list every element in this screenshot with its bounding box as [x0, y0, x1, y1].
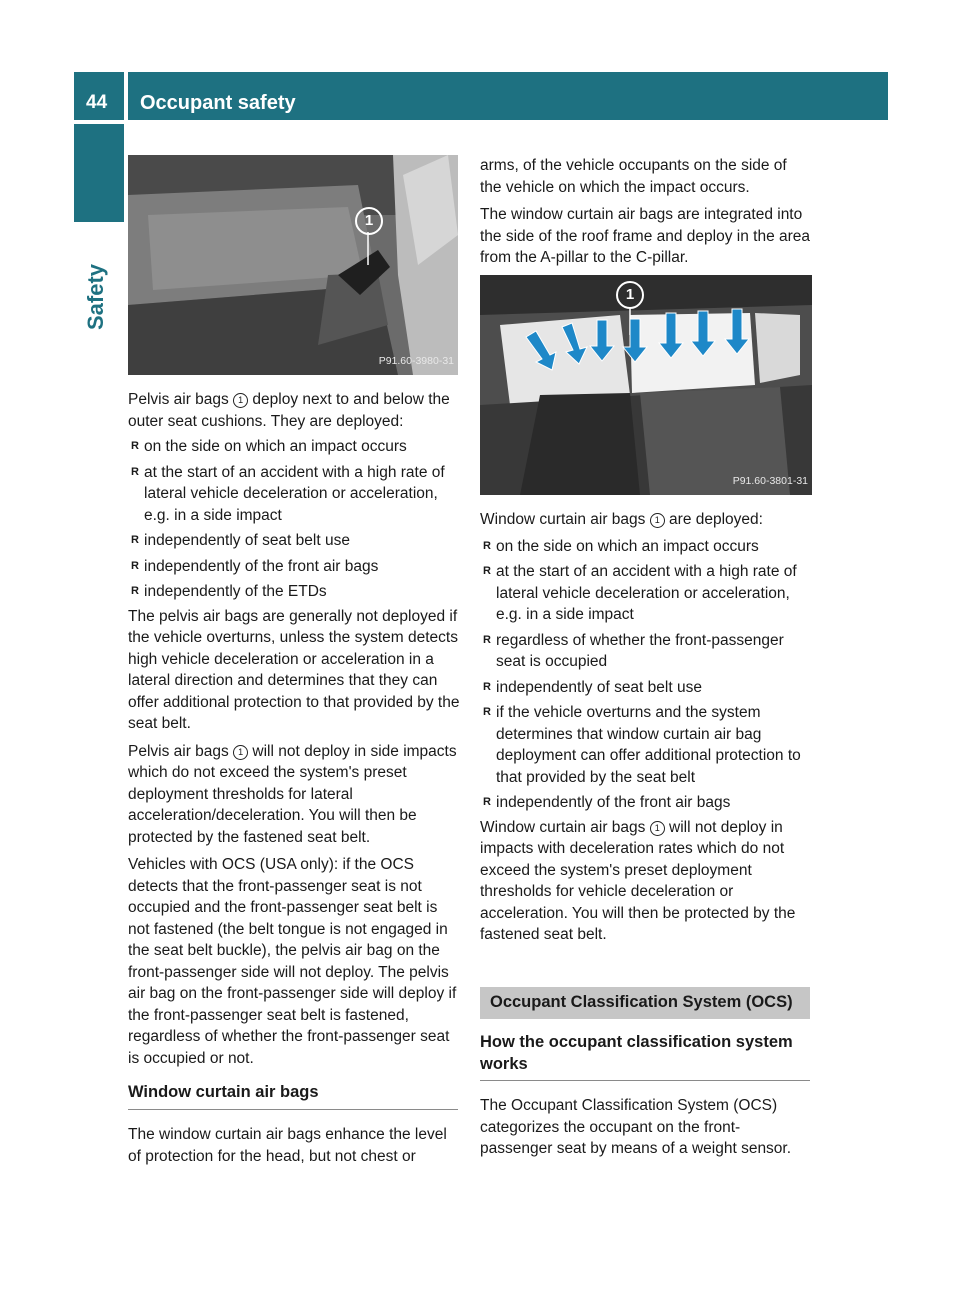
para-continued: arms, of the vehicle occupants on the side of the vehicle on which the impact occurs.: [480, 157, 787, 196]
chapter-header: [128, 72, 888, 120]
curtain-intro-b: are deployed:: [669, 511, 763, 528]
list-item: R regardless of whether the front-passenger seat is occupied: [480, 630, 812, 673]
para-notdeploy-a: Pelvis air bags: [128, 742, 229, 760]
callout-symbol: 1: [233, 393, 248, 408]
para-curtain-notdeploy-b: will not deploy in impacts with deceleration rates which do not exceed the system's preset deployment thresholds for vehicle deceleration or acceleration. You will then be protected by the fastened seat belt.: [480, 818, 796, 943]
pelvis-intro: [128, 389, 460, 432]
window-curtain-heading: Window curtain air bags: [128, 1081, 458, 1110]
ocs-section-box: Occupant Classification System (OCS): [480, 987, 810, 1019]
curtain-intro-a: Window curtain air bags: [480, 511, 646, 528]
list-item: R independently of the ETDs: [128, 581, 460, 603]
curtain-intro: [480, 509, 812, 531]
list-item: R at the start of an accident with a high rate of lateral vehicle deceleration or acceleration, e.g. in a side impact: [128, 462, 460, 527]
callout-symbol: 1: [650, 821, 665, 836]
curtain-bullet-list: [480, 536, 812, 814]
pelvis-intro-a: Pelvis air bags: [128, 391, 229, 408]
list-item: R on the side on which an impact occurs: [480, 536, 812, 558]
window-curtain-illustration: [480, 275, 812, 495]
list-item: R on the side on which an impact occurs: [128, 436, 460, 458]
callout-symbol: 1: [233, 745, 248, 760]
para-ocs-intro: The Occupant Classification System (OCS) categorizes the occupant on the front-passenger seat by means of a weight sensor.: [480, 1097, 792, 1157]
list-item: R independently of the front air bags: [480, 792, 812, 814]
list-item: R if the vehicle overturns and the system determines that window curtain air bag deployment can offer additional protection to that provided by the seat belt: [480, 702, 812, 788]
list-item: R independently of the front air bags: [128, 556, 460, 578]
section-tab: [74, 124, 124, 222]
figure-callout: 1: [355, 207, 383, 235]
para-notdeploy-b: will not deploy in side impacts which do not exceed the system's preset deployment thresholds for lateral acceleration/deceleration. You will then be protected by the fastened seat belt.: [128, 742, 457, 846]
figure-callout: 1: [616, 281, 644, 309]
para-ocs: Vehicles with OCS (USA only): if the OCS detects that the front-passenger seat is not occupied and the front-passenger seat belt is not fastened (the belt tongue is not engaged in the seat belt buckle), the pelvis air bag on the front-passenger side will not deploy. The pelvis air bag on the front-passenger side will deploy if the front-passenger seat belt is fastened, regardless of whether the front-passenger seat is occupied or not.: [128, 856, 457, 1067]
pelvis-intro-b: deploy next to and below the outer seat cushions. They are deployed:: [128, 391, 450, 430]
window-curtain-figure: [480, 275, 812, 495]
page-number-tab: [74, 72, 124, 120]
ocs-subheading: How the occupant classification system works: [480, 1031, 810, 1081]
callout-symbol: 1: [650, 513, 665, 528]
figure-code: P91.60-3801-31: [732, 474, 808, 487]
pelvis-bullet-list: [128, 436, 460, 603]
list-item: R independently of seat belt use: [128, 530, 460, 552]
para-curtain-notdeploy-a: Window curtain air bags: [480, 818, 646, 836]
section-label: Safety: [83, 263, 108, 330]
figure-code: P91.60-3980-31: [378, 354, 454, 367]
para-overturn: The pelvis air bags are generally not deployed if the vehicle overturns, unless the system detects high vehicle deceleration or acceleration in a lateral direction and determines that they can offer additional protection to that provided by the seat belt.: [128, 607, 460, 732]
para-window-1: The window curtain air bags enhance the level of protection for the head, but not chest or: [128, 1126, 447, 1165]
para-curtain-notdeploy: [480, 817, 812, 946]
page-number: 44: [86, 92, 108, 113]
pelvis-airbag-figure: [128, 155, 458, 375]
pelvis-airbag-illustration: [128, 155, 458, 375]
list-item: R at the start of an accident with a high rate of lateral vehicle deceleration or acceleration, e.g. in a side impact: [480, 561, 812, 626]
para-notdeploy: [128, 741, 460, 849]
chapter-title: Occupant safety: [140, 92, 296, 114]
para-integrated: The window curtain air bags are integrated into the side of the roof frame and deploy in the area from the A-pillar to the C-pillar.: [480, 206, 811, 266]
list-item: R independently of seat belt use: [480, 677, 812, 699]
